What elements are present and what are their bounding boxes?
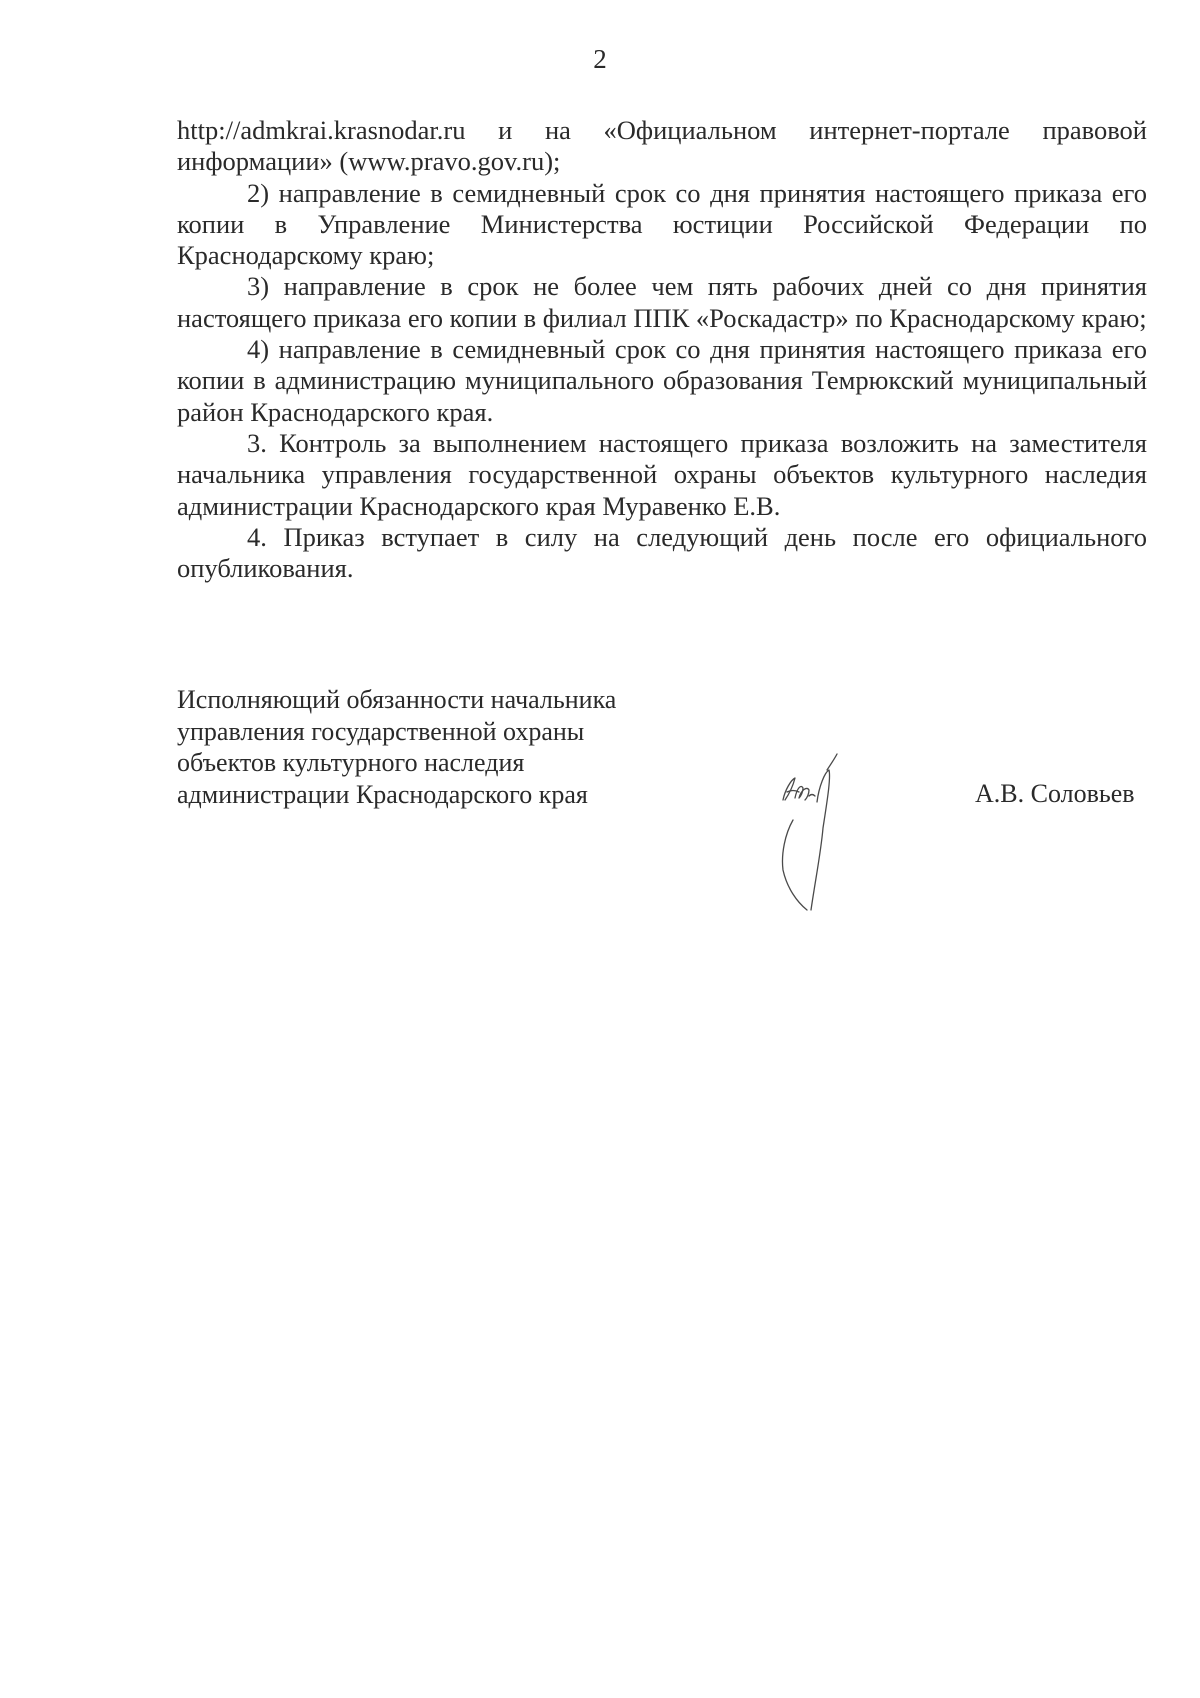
signatory-position-line: Исполняющий обязанности начальника [177,685,617,714]
paragraph-effective-date-clause: 4. Приказ вступает в силу на следующий день после его официального опубликования. [177,521,1147,584]
paragraph-publication-continued: http://admkrai.krasnodar.ru и на «Официальном интернет-портале правовой информации» (www.pravo.gov.ru); [177,115,1147,177]
signatory-position-line: объектов культурного наследия [177,748,525,777]
document-body [177,115,1147,584]
paragraph-item-4: 4) направление в семидневный срок со дня принятия настоящего приказа его копии в администрацию муниципального образования Темрюкский муниципальный район Краснодарского края. [177,334,1147,427]
signatory-position-line: управления государственной охраны [177,716,585,746]
signatory-name: А.В. Соловьев [975,779,1135,808]
signatory-position-line: администрации Краснодарского края [177,779,588,809]
paragraph-control-clause: 3. Контроль за выполнением настоящего приказа возложить на заместителя начальника управления государственной охраны объектов культурного наследия администрации Краснодарского края Муравенко Е.В. [177,427,1147,521]
paragraph-item-2: 2) направление в семидневный срок со дня принятия настоящего приказа его копии в Управление Министерства юстиции Российской Федерации по Краснодарскому краю; [177,177,1147,271]
page-number: 2 [593,44,607,74]
signatory-position [177,684,697,810]
paragraph-item-3: 3) направление в срок не более чем пять рабочих дней со дня принятия настоящего приказа его копии в филиал ППК «Роскадастр» по Краснодарскому краю; [177,271,1147,333]
handwritten-signature [765,742,885,942]
